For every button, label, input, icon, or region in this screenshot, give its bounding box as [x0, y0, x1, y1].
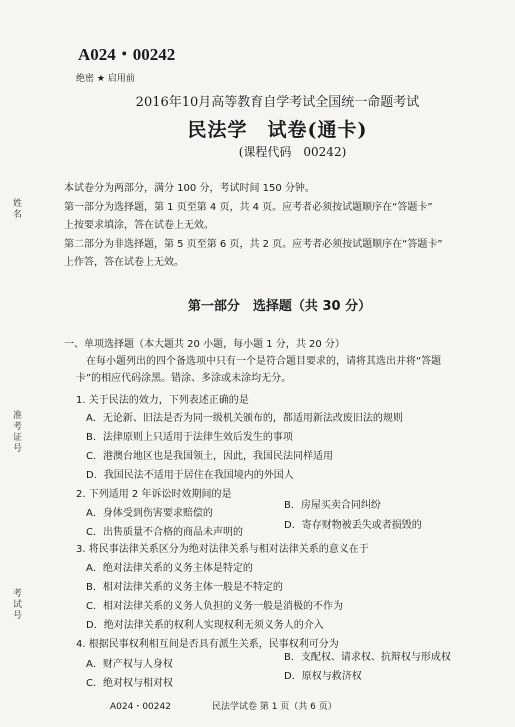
question-option: B．相对法律关系的义务主体一般是不特定的	[86, 582, 283, 593]
exam-number-label: 考试号	[11, 588, 21, 621]
part-description: 在每小题列出的四个备选项中只有一个是符合题目要求的，请将其选出并将“答题	[86, 356, 442, 367]
question-option: C．出售质量不合格的商品未声明的	[86, 527, 243, 538]
question-stem: 2. 下列适用 2 年诉讼时效期间的是	[76, 489, 232, 500]
question-option: D．我国民法不适用于居住在我国境内的外国人	[86, 470, 294, 481]
footer-paper-code: A024・00242	[110, 702, 171, 712]
part-description: 卡”的相应代码涂黑。错涂、多涂或未涂均无分。	[76, 373, 292, 384]
question-option: A．身体受到伤害要求赔偿的	[86, 508, 213, 519]
course-code: (课程代码 00242)	[238, 145, 347, 159]
instruction-line: 上按要求填涂，答在试卷上无效。	[64, 220, 214, 231]
question-option: D．绝对法律关系的权利人实现权利无须义务人的介入	[86, 620, 324, 631]
question-option: A．无论新、旧法是否为同一级机关颁布的，都适用新法改废旧法的规则	[86, 413, 403, 424]
question-option: B．支配权、请求权、抗辩权与形成权	[284, 652, 451, 663]
instruction-line: 本试卷分为两部分，满分 100 分，考试时间 150 分钟。	[64, 183, 315, 194]
question-option: C．绝对权与相对权	[86, 678, 173, 689]
question-option: B．房屋买卖合同纠纷	[284, 500, 381, 511]
question-option: A．绝对法律关系的义务主体是特定的	[86, 563, 253, 574]
exam-title: 2016年10月高等教育自学考试全国统一命题考试	[135, 95, 420, 110]
question-option: A．财产权与人身权	[86, 659, 173, 670]
question-stem: 3. 将民事法律关系区分为绝对法律关系与相对法律关系的意义在于	[76, 544, 369, 555]
name-field-label: 姓名	[11, 198, 21, 220]
section-title: 第一部分 选择题（共 30 分）	[187, 299, 372, 314]
secret-mark: 绝密 ★ 启用前	[76, 74, 135, 84]
question-option: B．法律原则上只适用于法律生效后发生的事项	[86, 432, 293, 443]
question-stem: 1. 关于民法的效力，下列表述正确的是	[76, 395, 249, 406]
paper-title: 民法学 试卷(通卡)	[187, 119, 368, 141]
instruction-line: 上作答，答在试卷上无效。	[64, 257, 184, 268]
instruction-line: 第一部分为选择题，第 1 页至第 4 页，共 4 页。应考者必须按试题顺序在“答题卡”	[64, 202, 433, 213]
question-stem: 4. 根据民事权利相互间是否具有派生关系，民事权利可分为	[76, 639, 339, 650]
paper-code: A024・00242	[78, 45, 176, 64]
part-heading: 一、单项选择题（本大题共 20 小题，每小题 1 分，共 20 分）	[64, 339, 345, 350]
footer-page-number: 民法学试卷 第 1 页（共 6 页）	[212, 702, 337, 712]
ticket-number-label: 准考证号	[11, 410, 21, 454]
question-option: D．寄存财物被丢失或者损毁的	[284, 520, 422, 531]
question-option: C．港澳台地区也是我国领土，因此，我国民法同样适用	[86, 451, 333, 462]
instruction-line: 第二部分为非选择题，第 5 页至第 6 页，共 2 页。应考者必须按试题顺序在“答题卡”	[64, 239, 443, 250]
question-option: D．原权与救济权	[284, 671, 362, 682]
question-option: C．相对法律关系的义务人负担的义务一般是消极的不作为	[86, 601, 343, 612]
